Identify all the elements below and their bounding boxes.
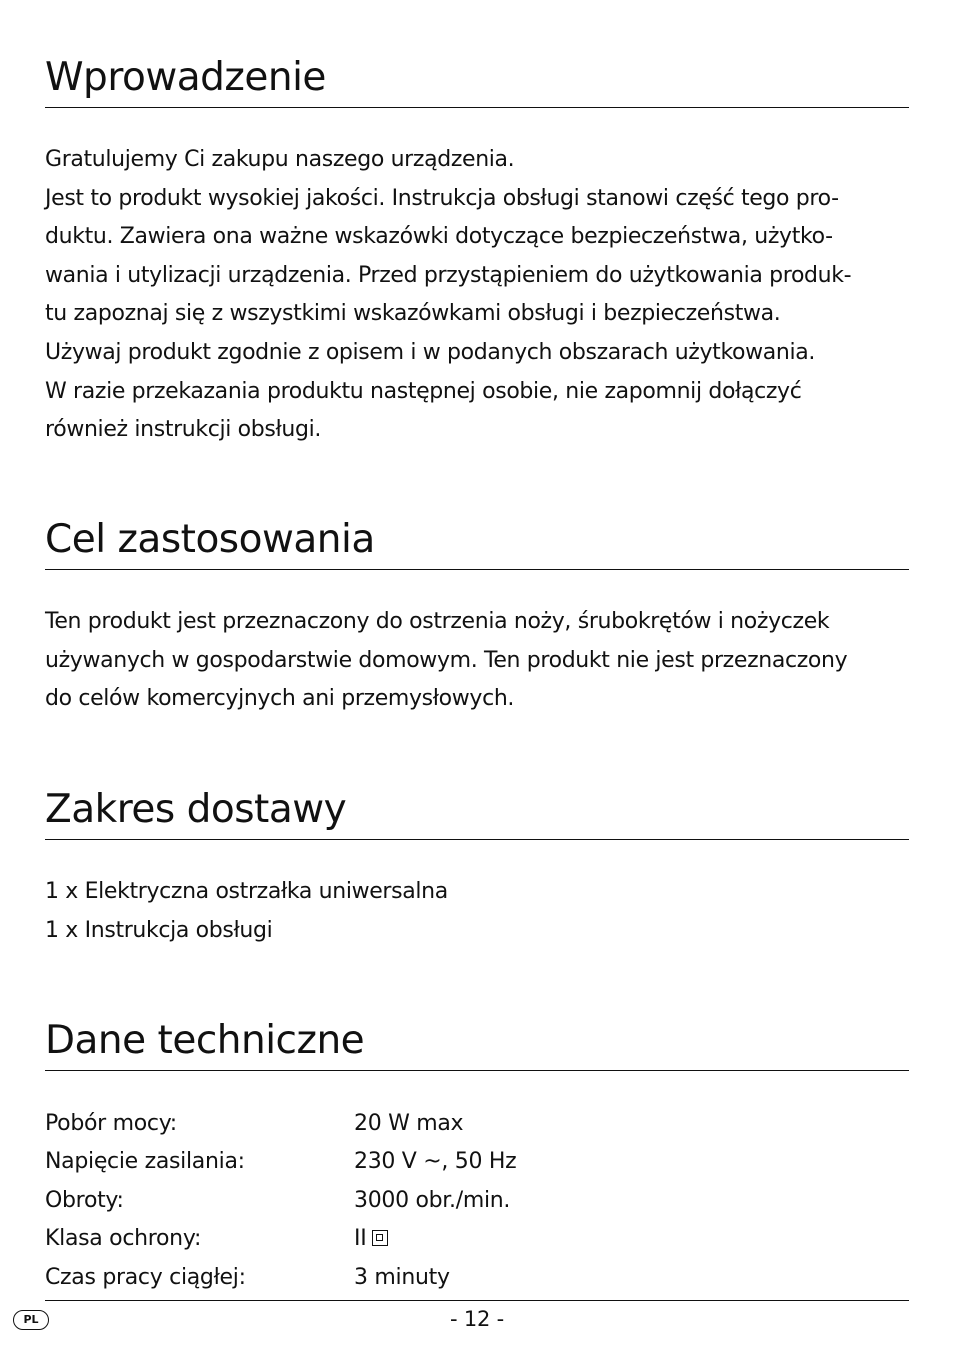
table-row xyxy=(45,1143,516,1182)
spec-value: 3 minuty xyxy=(354,1264,450,1290)
section-title-intended-use: Cel zastosowania xyxy=(45,517,375,562)
text-line: Ten produkt jest przeznaczony do ostrzenia noży, śrubokrętów i nożyczek xyxy=(45,609,830,634)
list-item: 1 x Instrukcja obsługi xyxy=(45,917,273,943)
introduction-paragraph xyxy=(45,141,909,450)
text-line: Używaj produkt zgodnie z opisem i w podanych obszarach użytkowania. xyxy=(45,339,816,365)
spec-label: Klasa ochrony: xyxy=(45,1226,202,1252)
section-intended-use xyxy=(45,517,909,719)
spec-label: Pobór mocy: xyxy=(45,1110,177,1136)
section-divider xyxy=(45,1070,909,1071)
section-scope-of-delivery xyxy=(45,787,909,950)
section-divider xyxy=(45,107,909,108)
section-title-introduction: Wprowadzenie xyxy=(45,55,326,100)
page-number: - 12 - xyxy=(449,1307,505,1331)
spec-value: 20 W max xyxy=(354,1110,464,1136)
spec-label: Napięcie zasilania: xyxy=(45,1149,245,1175)
section-technical-data xyxy=(45,1018,909,1297)
spec-value: 230 V ~, 50 Hz xyxy=(354,1149,517,1175)
language-badge: PL xyxy=(13,1310,49,1330)
technical-data-table xyxy=(45,1104,516,1297)
double-insulation-icon xyxy=(372,1230,388,1246)
text-line: Jest to produkt wysokiej jakości. Instrukcja obsługi stanowi część tego pro- xyxy=(45,185,839,211)
section-introduction xyxy=(45,55,909,450)
intended-use-paragraph xyxy=(45,603,909,719)
spec-label: Obroty: xyxy=(45,1187,124,1213)
table-row xyxy=(45,1220,516,1259)
text-line: tu zapoznaj się z wszystkimi wskazówkami obsługi i bezpieczeństwa. xyxy=(45,301,781,327)
section-divider xyxy=(45,569,909,570)
text-line: W razie przekazania produktu następnej osobie, nie zapomnij dołączyć xyxy=(45,378,802,404)
section-title-scope-of-delivery: Zakres dostawy xyxy=(45,787,347,832)
text-line: używanych w gospodarstwie domowym. Ten produkt nie jest przeznaczony xyxy=(45,647,848,673)
spec-value: 3000 obr./min. xyxy=(354,1187,511,1213)
text-line: również instrukcji obsługi. xyxy=(45,417,322,443)
text-line: do celów komercyjnych ani przemysłowych. xyxy=(45,686,515,712)
section-title-technical-data: Dane techniczne xyxy=(45,1018,365,1063)
list-item: 1 x Elektryczna ostrzałka uniwersalna xyxy=(45,879,448,904)
spec-value: II xyxy=(354,1226,367,1252)
spec-label: Czas pracy ciągłej: xyxy=(45,1264,246,1290)
text-line: wania i utylizacji urządzenia. Przed przystąpieniem do użytkowania produk- xyxy=(45,262,852,288)
text-line: Gratulujemy Ci zakupu naszego urządzenia. xyxy=(45,147,515,172)
delivery-list xyxy=(45,873,909,950)
table-row xyxy=(45,1258,516,1297)
footer-divider xyxy=(45,1300,909,1301)
spec-value-cell xyxy=(354,1220,516,1259)
section-divider xyxy=(45,839,909,840)
table-row xyxy=(45,1181,516,1220)
table-row xyxy=(45,1104,516,1143)
text-line: duktu. Zawiera ona ważne wskazówki dotyczące bezpieczeństwa, użytko- xyxy=(45,224,833,250)
